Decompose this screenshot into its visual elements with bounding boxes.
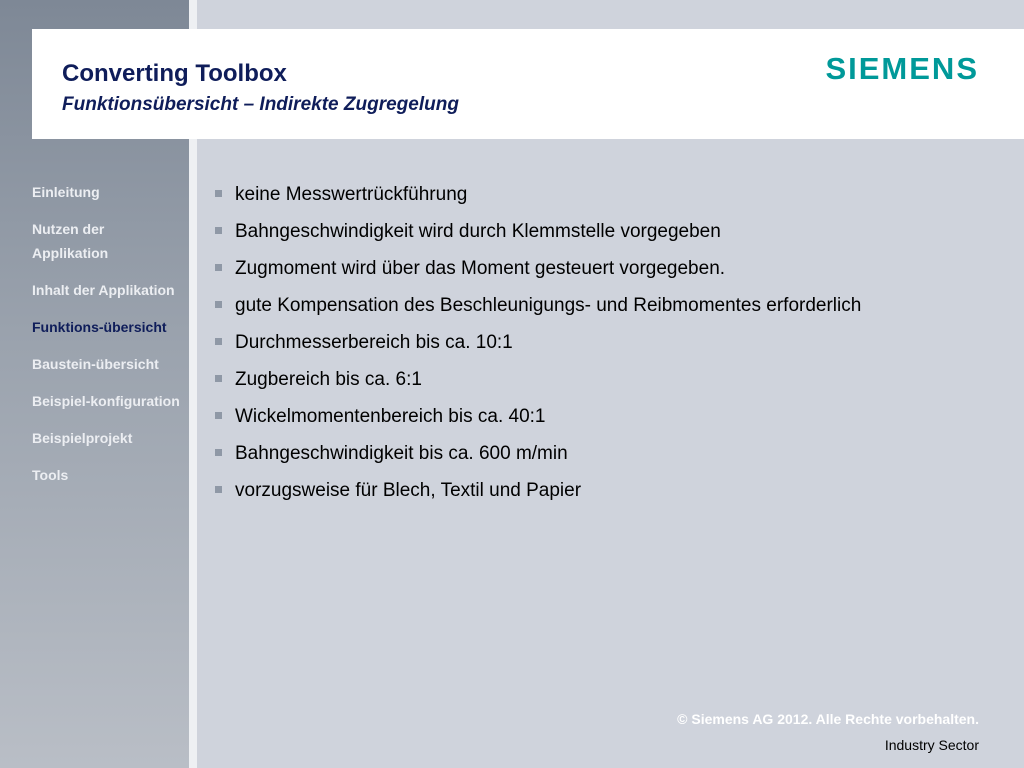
- sidebar-nav: [32, 180, 182, 500]
- bullet-text: Durchmesserbereich bis ca. 10:1: [235, 332, 513, 353]
- bullet-item: [213, 476, 903, 505]
- bullet-square-icon: [215, 264, 222, 271]
- page-subtitle: Funktionsübersicht – Indirekte Zugregelung: [62, 94, 459, 115]
- bullet-item: [213, 365, 903, 394]
- nav-item-nutzen-der-applikation[interactable]: Nutzen der Applikation: [32, 221, 109, 261]
- bullet-item: [213, 291, 903, 320]
- nav-item-einleitung[interactable]: Einleitung: [32, 184, 100, 200]
- nav-item-tools[interactable]: Tools: [32, 467, 69, 483]
- nav-item-beispielprojekt[interactable]: Beispielprojekt: [32, 430, 133, 446]
- bullet-square-icon: [215, 449, 222, 456]
- nav-item-beispielkonfiguration[interactable]: Beispiel-konfiguration: [32, 393, 180, 409]
- bullet-item: [213, 439, 903, 468]
- nav-item-inhalt-der-applikation[interactable]: Inhalt der Applikation: [32, 282, 175, 298]
- bullet-text: Zugbereich bis ca. 6:1: [235, 369, 422, 390]
- bullet-list: [213, 180, 903, 513]
- siemens-logo: SIEMENS: [825, 51, 979, 86]
- bullet-square-icon: [215, 412, 222, 419]
- bullet-square-icon: [215, 227, 222, 234]
- bullet-text: keine Messwertrückführung: [235, 184, 468, 205]
- bullet-text: gute Kompensation des Beschleunigungs- und Reibmomentes erforderlich: [235, 295, 862, 316]
- bullet-item: [213, 328, 903, 357]
- bullet-text: Bahngeschwindigkeit wird durch Klemmstelle vorgegeben: [235, 221, 721, 242]
- copyright-text: © Siemens AG 2012. Alle Rechte vorbehalten.: [677, 711, 979, 727]
- bullet-text: Zugmoment wird über das Moment gesteuert vorgegeben.: [235, 258, 726, 279]
- bullet-text: Wickelmomentenbereich bis ca. 40:1: [235, 406, 546, 427]
- bullet-square-icon: [215, 375, 222, 382]
- bullet-square-icon: [215, 190, 222, 197]
- nav-item-funktionsuebersicht[interactable]: Funktions-übersicht: [32, 319, 167, 335]
- sector-label: Industry Sector: [884, 737, 979, 753]
- bullet-item: [213, 217, 903, 246]
- nav-item-bausteinuebersicht[interactable]: Baustein-übersicht: [32, 356, 159, 372]
- header-bar: [32, 29, 1024, 139]
- bullet-text: vorzugsweise für Blech, Textil und Papier: [235, 480, 582, 501]
- bullet-item: [213, 254, 903, 283]
- bullet-item: [213, 402, 903, 431]
- bullet-square-icon: [215, 338, 222, 345]
- bullet-item: [213, 180, 903, 209]
- bullet-text: Bahngeschwindigkeit bis ca. 600 m/min: [235, 443, 568, 464]
- bullet-square-icon: [215, 486, 222, 493]
- bullet-square-icon: [215, 301, 222, 308]
- page-title: Converting Toolbox: [62, 60, 287, 87]
